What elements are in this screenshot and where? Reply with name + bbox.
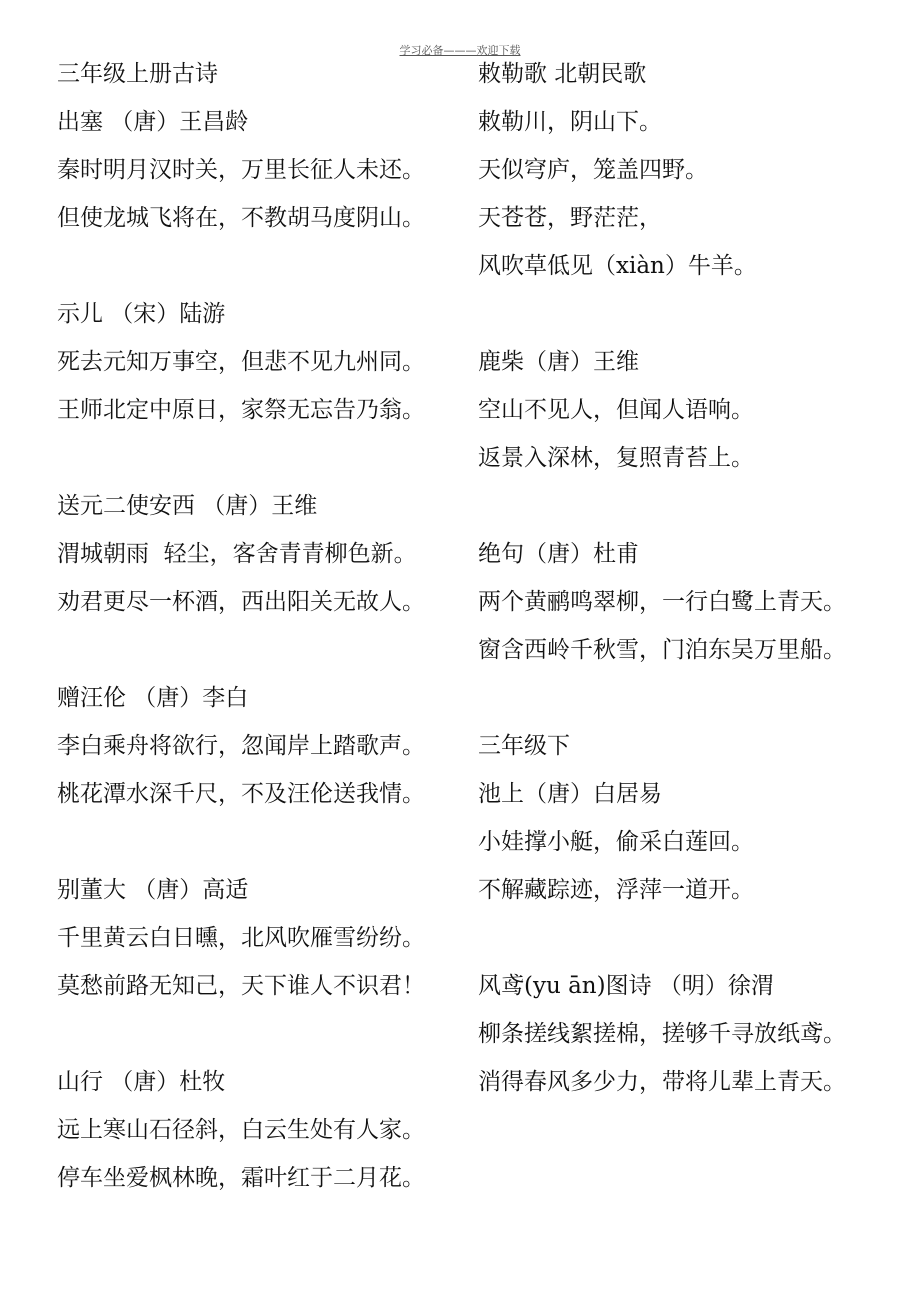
right-poem-line: 返景入深林，复照青苔上。 [478,445,754,471]
right-poem-line: 风鸢(yu ān)图诗 （明）徐渭 [478,973,774,999]
right-poem-line: 空山不见人，但闻人语响。 [478,397,754,423]
left-poem-line: 远上寒山石径斜，白云生处有人家。 [57,1117,425,1143]
left-poem-line: 桃花潭水深千尺，不及汪伦送我情。 [57,781,425,807]
right-poem-line [478,914,898,962]
right-poem-line: 柳条搓线絮搓棉，搓够千寻放纸鸢。 [478,1021,846,1047]
left-poem-line: 送元二使安西 （唐）王维 [57,493,318,519]
right-poem-line: 不解藏踪迹，浮萍一道开。 [478,877,754,903]
left-poem-line: 莫愁前路无知己，天下谁人不识君！ [57,973,425,999]
left-poem-line: 千里黄云白日曛，北风吹雁雪纷纷。 [57,925,425,951]
left-poem-line [57,626,457,674]
left-poem-line: 但使龙城飞将在，不教胡马度阴山。 [57,205,425,231]
left-poem-line: 别董大 （唐）高适 [57,877,249,903]
left-poem-line: 李白乘舟将欲行，忽闻岸上踏歌声。 [57,733,425,759]
right-poem-line: 消得春风多少力，带将儿辈上青天。 [478,1069,846,1095]
left-poem-line: 王师北定中原日，家祭无忘告乃翁。 [57,397,425,423]
right-poem-line: 窗含西岭千秋雪，门泊东吴万里船。 [478,637,846,663]
left-poem-line: 三年级上册古诗 [57,61,218,87]
right-poem-line: 敕勒川，阴山下。 [478,109,662,135]
right-poem-line: 风吹草低见（xiàn）牛羊。 [478,253,757,279]
right-column [478,50,898,1106]
left-column [57,50,457,1202]
left-poem-line [57,818,457,866]
left-poem-line [57,242,457,290]
right-poem-line [478,290,898,338]
right-poem-line [478,482,898,530]
left-poem-line: 死去元知万事空，但悲不见九州同。 [57,349,425,375]
right-poem-line: 池上（唐）白居易 [478,781,662,807]
left-poem-line: 示儿 （宋）陆游 [57,301,226,327]
left-poem-line: 劝君更尽一杯酒，西出阳关无故人。 [57,589,425,615]
left-poem-line [57,434,457,482]
right-poem-line: 小娃撑小艇，偷采白莲回。 [478,829,754,855]
left-poem-line: 山行 （唐）杜牧 [57,1069,226,1095]
right-poem-line [478,674,898,722]
right-poem-line: 三年级下 [478,733,570,759]
left-poem-line: 赠汪伦 （唐）李白 [57,685,249,711]
right-poem-line: 绝句（唐）杜甫 [478,541,639,567]
left-poem-line: 渭城朝雨 轻尘，客舍青青柳色新。 [57,541,417,567]
left-poem-line [57,1010,457,1058]
page-header: 学习必备———欢迎下载 [399,44,521,57]
right-poem-line: 两个黄鹂鸣翠柳，一行白鹭上青天。 [478,589,846,615]
right-poem-line: 敕勒歌 北朝民歌 [478,61,647,87]
left-poem-line: 出塞 （唐）王昌龄 [57,109,249,135]
left-poem-line: 停车坐爱枫林晚，霜叶红于二月花。 [57,1165,425,1191]
left-poem-line: 秦时明月汉时关，万里长征人未还。 [57,157,425,183]
right-poem-line: 鹿柴（唐）王维 [478,349,639,375]
right-poem-line: 天苍苍，野茫茫， [478,205,662,231]
right-poem-line: 天似穹庐，笼盖四野。 [478,157,708,183]
